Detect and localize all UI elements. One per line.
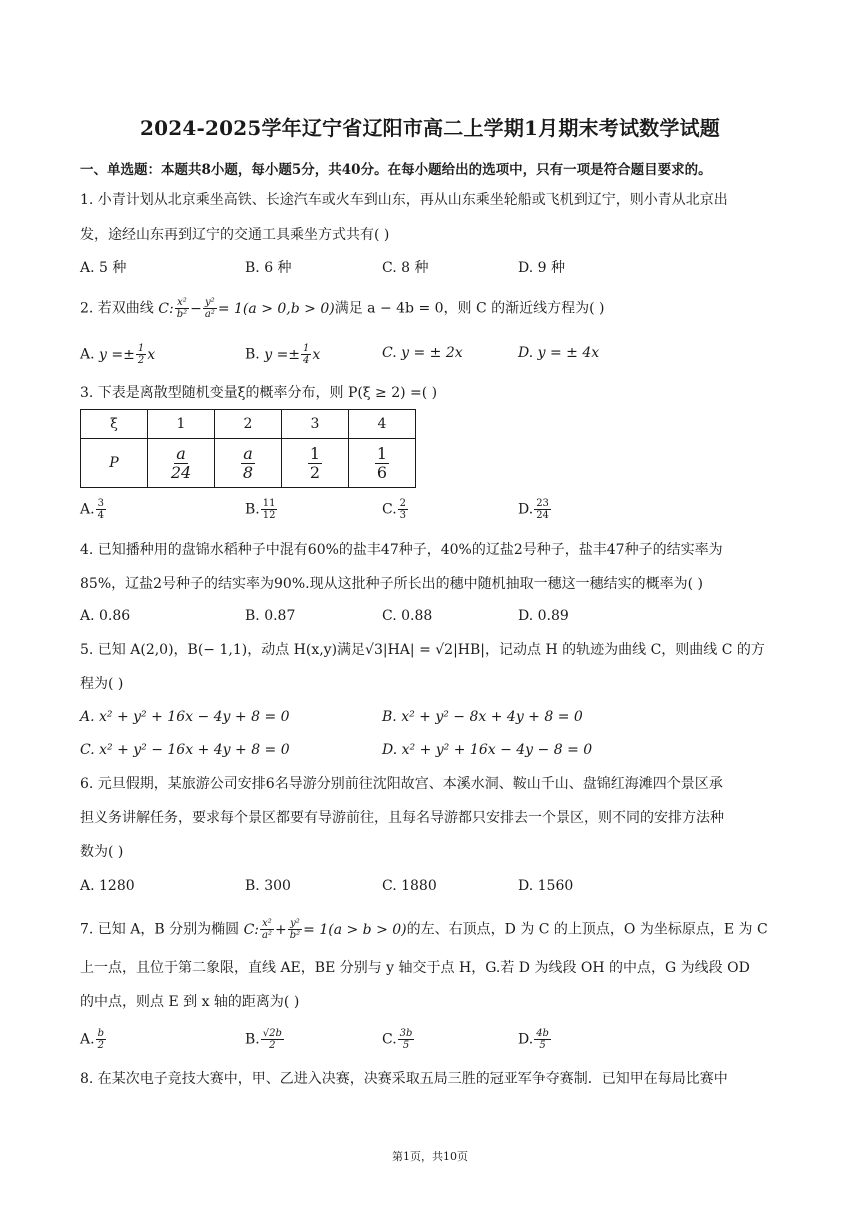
q7-stem-line2: 上一点，且位于第二象限，直线 AE，BE 分别与 y 轴交于点 H，G.若 D 为线段 OH 的中点，G 为线段 OD — [80, 960, 750, 976]
table-cell: $\frac{a}{24}$ — [148, 439, 215, 488]
q2-option-d: D. y = ± 4x — [518, 345, 600, 361]
table-header-cell: 4 — [349, 410, 416, 439]
q2-option-a: A. y =± $\frac{1}{2}$ x — [80, 343, 156, 366]
q7-option-d: D. $\frac{4b}{5}$ — [518, 1028, 549, 1051]
q4-option-d: D. 0.89 — [518, 608, 569, 624]
q1-option-a: A. 5 种 — [80, 260, 127, 276]
q5-option-c: C. x² + y² − 16x + 4y + 8 = 0 — [80, 742, 290, 758]
q1-option-d: D. 9 种 — [518, 260, 565, 276]
q7-option-c: C. $\frac{3b}{5}$ — [382, 1028, 413, 1051]
q6-stem-line3: 数为( ) — [80, 844, 124, 860]
q2-stem-rest: 满足 a − 4b = 0，则 C 的渐近线方程为( ) — [334, 300, 605, 317]
q3-option-c: C. $\frac{2}{3}$ — [382, 498, 407, 521]
q6-stem-line1: 6. 元旦假期，某旅游公司安排6名导游分别前往沈阳故宫、本溪水洞、鞍山千山、盘锦红海滩四个景区承 — [80, 776, 723, 792]
q6-stem-line2: 担义务讲解任务，要求每个景区都要有导游前往，且每名导游都只安排去一个景区，则不同的安排方法种 — [80, 810, 724, 826]
q5-option-d: D. x² + y² + 16x − 4y − 8 = 0 — [382, 742, 593, 758]
q4-stem-line1: 4. 已知播种用的盘锦水稻种子中混有60%的盐丰47种子，40%的辽盐2号种子，盐丰47种子的结实率为 — [80, 542, 723, 558]
table-cell: $\frac{1}{6}$ — [349, 439, 416, 488]
q4-stem-line2: 85%，辽盐2号种子的结实率为90%.现从这批种子所长出的穗中随机抽取一穗这一穗结实的概率为( ) — [80, 576, 703, 592]
q1-option-c: C. 8 种 — [382, 260, 429, 276]
q6-option-a: A. 1280 — [80, 878, 135, 894]
q7-option-b: B. $\frac{√2b}{2}$ — [245, 1028, 282, 1051]
q5-stem-line1: 5. 已知 A(2,0)，B(− 1,1)，动点 H(x,y)满足√3|HA| = √2|HB|，记动点 H 的轨迹为曲线 C，则曲线 C 的方 — [80, 642, 765, 658]
q8-stem-line1: 8. 在某次电子竞技大赛中，甲、乙进入决赛，决赛采取五局三胜的冠亚军争夺赛制．已知甲在每局比赛中 — [80, 1071, 728, 1087]
q6-option-c: C. 1880 — [382, 878, 437, 894]
q7-stem-rest: 的左、右顶点，D 为 C 的上顶点，O 为坐标原点，E 为 C — [406, 921, 768, 938]
section-heading: 一、单选题：本题共8小题，每小题5分，共40分。在每小题给出的选项中，只有一项是符合题目要求的。 — [80, 162, 712, 178]
q7-stem-line3: 的中点，则点 E 到 x 轴的距离为( ) — [80, 994, 300, 1010]
table-header-cell: 3 — [282, 410, 349, 439]
q2-option-c: C. y = ± 2x — [382, 345, 463, 361]
q3-option-a: A. $\frac{3}{4}$ — [80, 498, 104, 521]
q1-stem-line2: 发，途经山东再到辽宁的交通工具乘坐方式共有( ) — [80, 227, 390, 243]
page-title: 2024-2025学年辽宁省辽阳市高二上学期1月期末考试数学试题 — [140, 116, 720, 140]
table-cell: $\frac{a}{8}$ — [215, 439, 282, 488]
table-row-label: P — [81, 439, 148, 488]
q4-option-c: C. 0.88 — [382, 608, 433, 624]
q5-stem-line2: 程为( ) — [80, 676, 124, 692]
q6-option-b: B. 300 — [245, 878, 291, 894]
table-header-cell: ξ — [81, 410, 148, 439]
q2-stem — [80, 297, 605, 320]
q1-option-b: B. 6 种 — [245, 260, 292, 276]
table-header-cell: 2 — [215, 410, 282, 439]
q3-option-b: B. $\frac{11}{12}$ — [245, 498, 276, 521]
q7-option-a: A. $\frac{b}{2}$ — [80, 1028, 104, 1051]
q4-option-b: B. 0.87 — [245, 608, 296, 624]
table-header-cell: 1 — [148, 410, 215, 439]
q2-stem-prefix: 2. 若双曲线 — [80, 300, 159, 317]
q5-option-a: A. x² + y² + 16x − 4y + 8 = 0 — [80, 709, 290, 725]
table-cell: $\frac{1}{2}$ — [282, 439, 349, 488]
q3-distribution-table — [80, 409, 416, 488]
page-footer: 第1页，共10页 — [392, 1150, 468, 1163]
q1-stem-line1: 1. 小青计划从北京乘坐高铁、长途汽车或火车到山东，再从山东乘坐轮船或飞机到辽宁，则小青从北京出 — [80, 192, 728, 208]
q3-stem: 3. 下表是离散型随机变量ξ的概率分布，则 P(ξ ≥ 2) =( ) — [80, 385, 438, 401]
q2-hyperbola-equation: C: $\frac{\text{x²}}{\text{b²}}$ − $\frac{\text{y²}}{\text{a²}}$ = 1(a > 0,b > 0) — [158, 297, 335, 320]
q6-option-d: D. 1560 — [518, 878, 574, 894]
q4-option-a: A. 0.86 — [80, 608, 131, 624]
q7-stem-line1 — [80, 918, 768, 941]
q3-option-d: D. $\frac{23}{24}$ — [518, 498, 549, 521]
q7-stem-prefix: 7. 已知 A，B 分别为椭圆 — [80, 921, 244, 938]
q2-option-b: B. y =± $\frac{1}{4}$ x — [245, 343, 321, 366]
q7-ellipse-equation: C: $\frac{\text{x²}}{\text{a²}}$ + $\frac{\text{y²}}{\text{b²}}$ = 1(a > b > 0) — [243, 918, 407, 941]
q5-option-b: B. x² + y² − 8x + 4y + 8 = 0 — [382, 709, 583, 725]
